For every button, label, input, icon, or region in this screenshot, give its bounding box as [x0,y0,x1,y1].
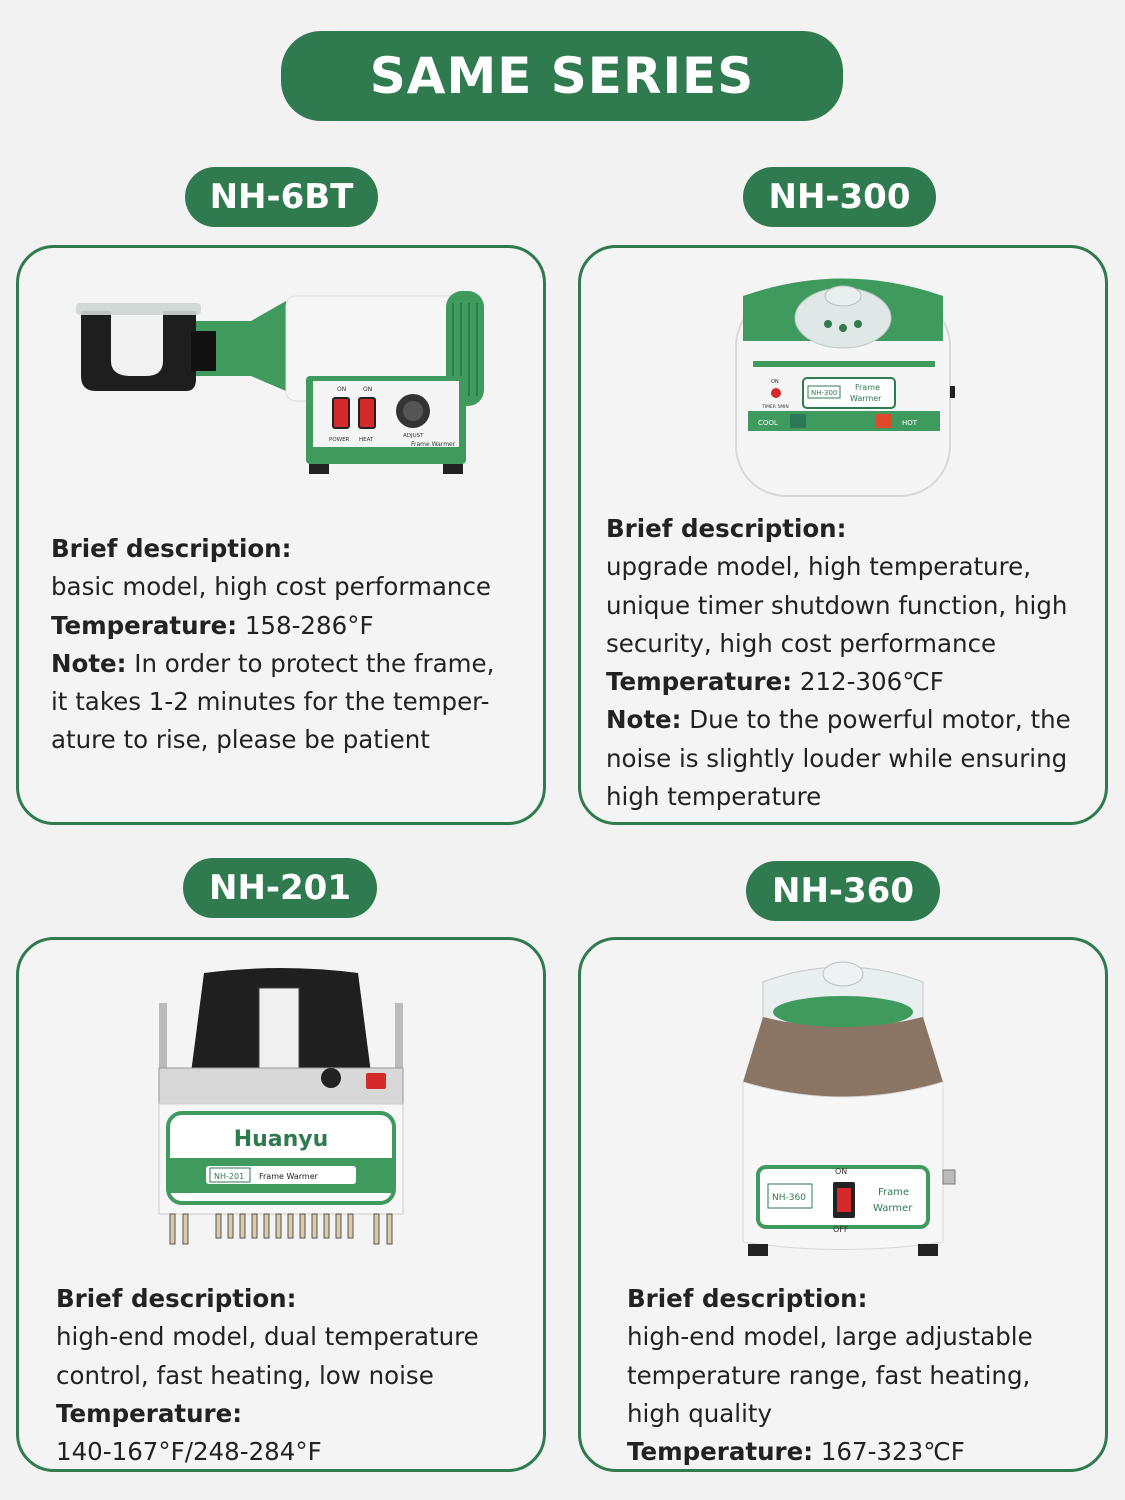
brief-label: Brief description: [627,1284,868,1313]
brief-line: upgrade model, high temperature, [606,552,1031,582]
brief-label: Brief description: [51,534,292,563]
product-image-nh-6bt [19,276,543,486]
temperature-label: Temperature: [627,1437,814,1467]
model-label-nh-360: NH-360 [746,861,940,921]
nh-201-badge-name: Frame Warmer [259,1171,318,1181]
nh-300-timer-text: TIMER 5MIN [762,405,789,410]
brief-line: control, fast heating, low noise [56,1360,434,1390]
page-title: SAME SERIES [281,31,843,121]
frame-warmer-nh-300-illustration [718,266,968,506]
temperature-label: Temperature: [56,1398,243,1428]
note-line: In order to protect the frame, [134,648,495,678]
product-image-nh-360 [581,952,1105,1267]
model-label-nh-300: NH-300 [743,167,936,227]
temperature-label: Temperature: [51,610,238,640]
nh-300-hot-text: HOT [902,419,918,427]
nh-6bt-on-text-2: ON [363,386,373,393]
product-image-nh-300 [581,266,1105,506]
frame-warmer-nh-201-illustration [156,968,406,1253]
note-line: it takes 1-2 minutes for the temper- [51,687,490,717]
brief-line: high-end model, dual temperature [56,1322,479,1352]
nh-201-brand-logo: Huanyu [233,1126,329,1152]
brief-label: Brief description: [606,514,847,543]
product-card-nh-6bt [16,245,546,825]
temperature-value: 140-167°F/248-284°F [56,1437,322,1467]
nh-300-badge-name-2: Warmer [850,394,882,403]
temperature-value: 167-323℃F [820,1437,965,1467]
nh-300-on-text: ON [771,379,779,385]
model-label-nh-6bt: NH-6BT [185,167,378,227]
brief-line: high quality [627,1398,773,1428]
nh-300-badge-model: NH-300 [811,389,838,397]
nh-6bt-badge-text: Frame Warmer [411,441,456,448]
brief-line: basic model, high cost performance [51,572,491,602]
frame-warmer-nh-6bt-illustration [71,281,491,481]
product-card-nh-201 [16,937,546,1472]
frame-warmer-nh-360-illustration [728,952,958,1267]
nh-6bt-on-text-1: ON [337,386,347,393]
brief-line: unique timer shutdown function, high [606,590,1068,620]
note-line: Due to the powerful motor, the [689,705,1071,735]
description-nh-201 [56,1280,479,1471]
nh-6bt-power-text: POWER [329,437,350,443]
product-card-nh-300 [578,245,1108,825]
model-label-nh-201: NH-201 [183,858,377,918]
description-nh-360 [627,1280,1033,1471]
note-line: ature to rise, please be patient [51,725,430,755]
nh-360-badge-model: NH-360 [772,1193,806,1203]
temperature-value: 212-306℃F [799,667,944,697]
description-nh-300 [606,510,1071,816]
product-image-nh-201 [19,965,543,1255]
nh-6bt-heat-text: HEAT [359,437,374,443]
note-line: high temperature [606,782,822,812]
brief-label: Brief description: [56,1284,297,1313]
brief-line: high-end model, large adjustable [627,1322,1033,1352]
nh-201-badge-model: NH-201 [214,1171,245,1181]
brief-line: temperature range, fast heating, [627,1360,1031,1390]
temperature-value: 158-286°F [244,610,374,640]
nh-360-off-text: OFF [833,1225,849,1234]
note-label: Note: [51,648,127,678]
nh-360-badge-name-1: Frame [878,1187,910,1198]
brief-line: security, high cost performance [606,628,997,658]
nh-300-badge-name-1: Frame [855,383,880,392]
nh-360-on-text: ON [835,1167,848,1176]
nh-6bt-adjust-text: ADJUST [403,433,424,439]
note-label: Note: [606,705,682,735]
nh-360-badge-name-2: Warmer [873,1203,913,1214]
note-line: noise is slightly louder while ensuring [606,743,1068,773]
product-card-nh-360 [578,937,1108,1472]
nh-300-cool-text: COOL [758,419,778,427]
temperature-label: Temperature: [606,667,793,697]
description-nh-6bt [51,530,494,760]
